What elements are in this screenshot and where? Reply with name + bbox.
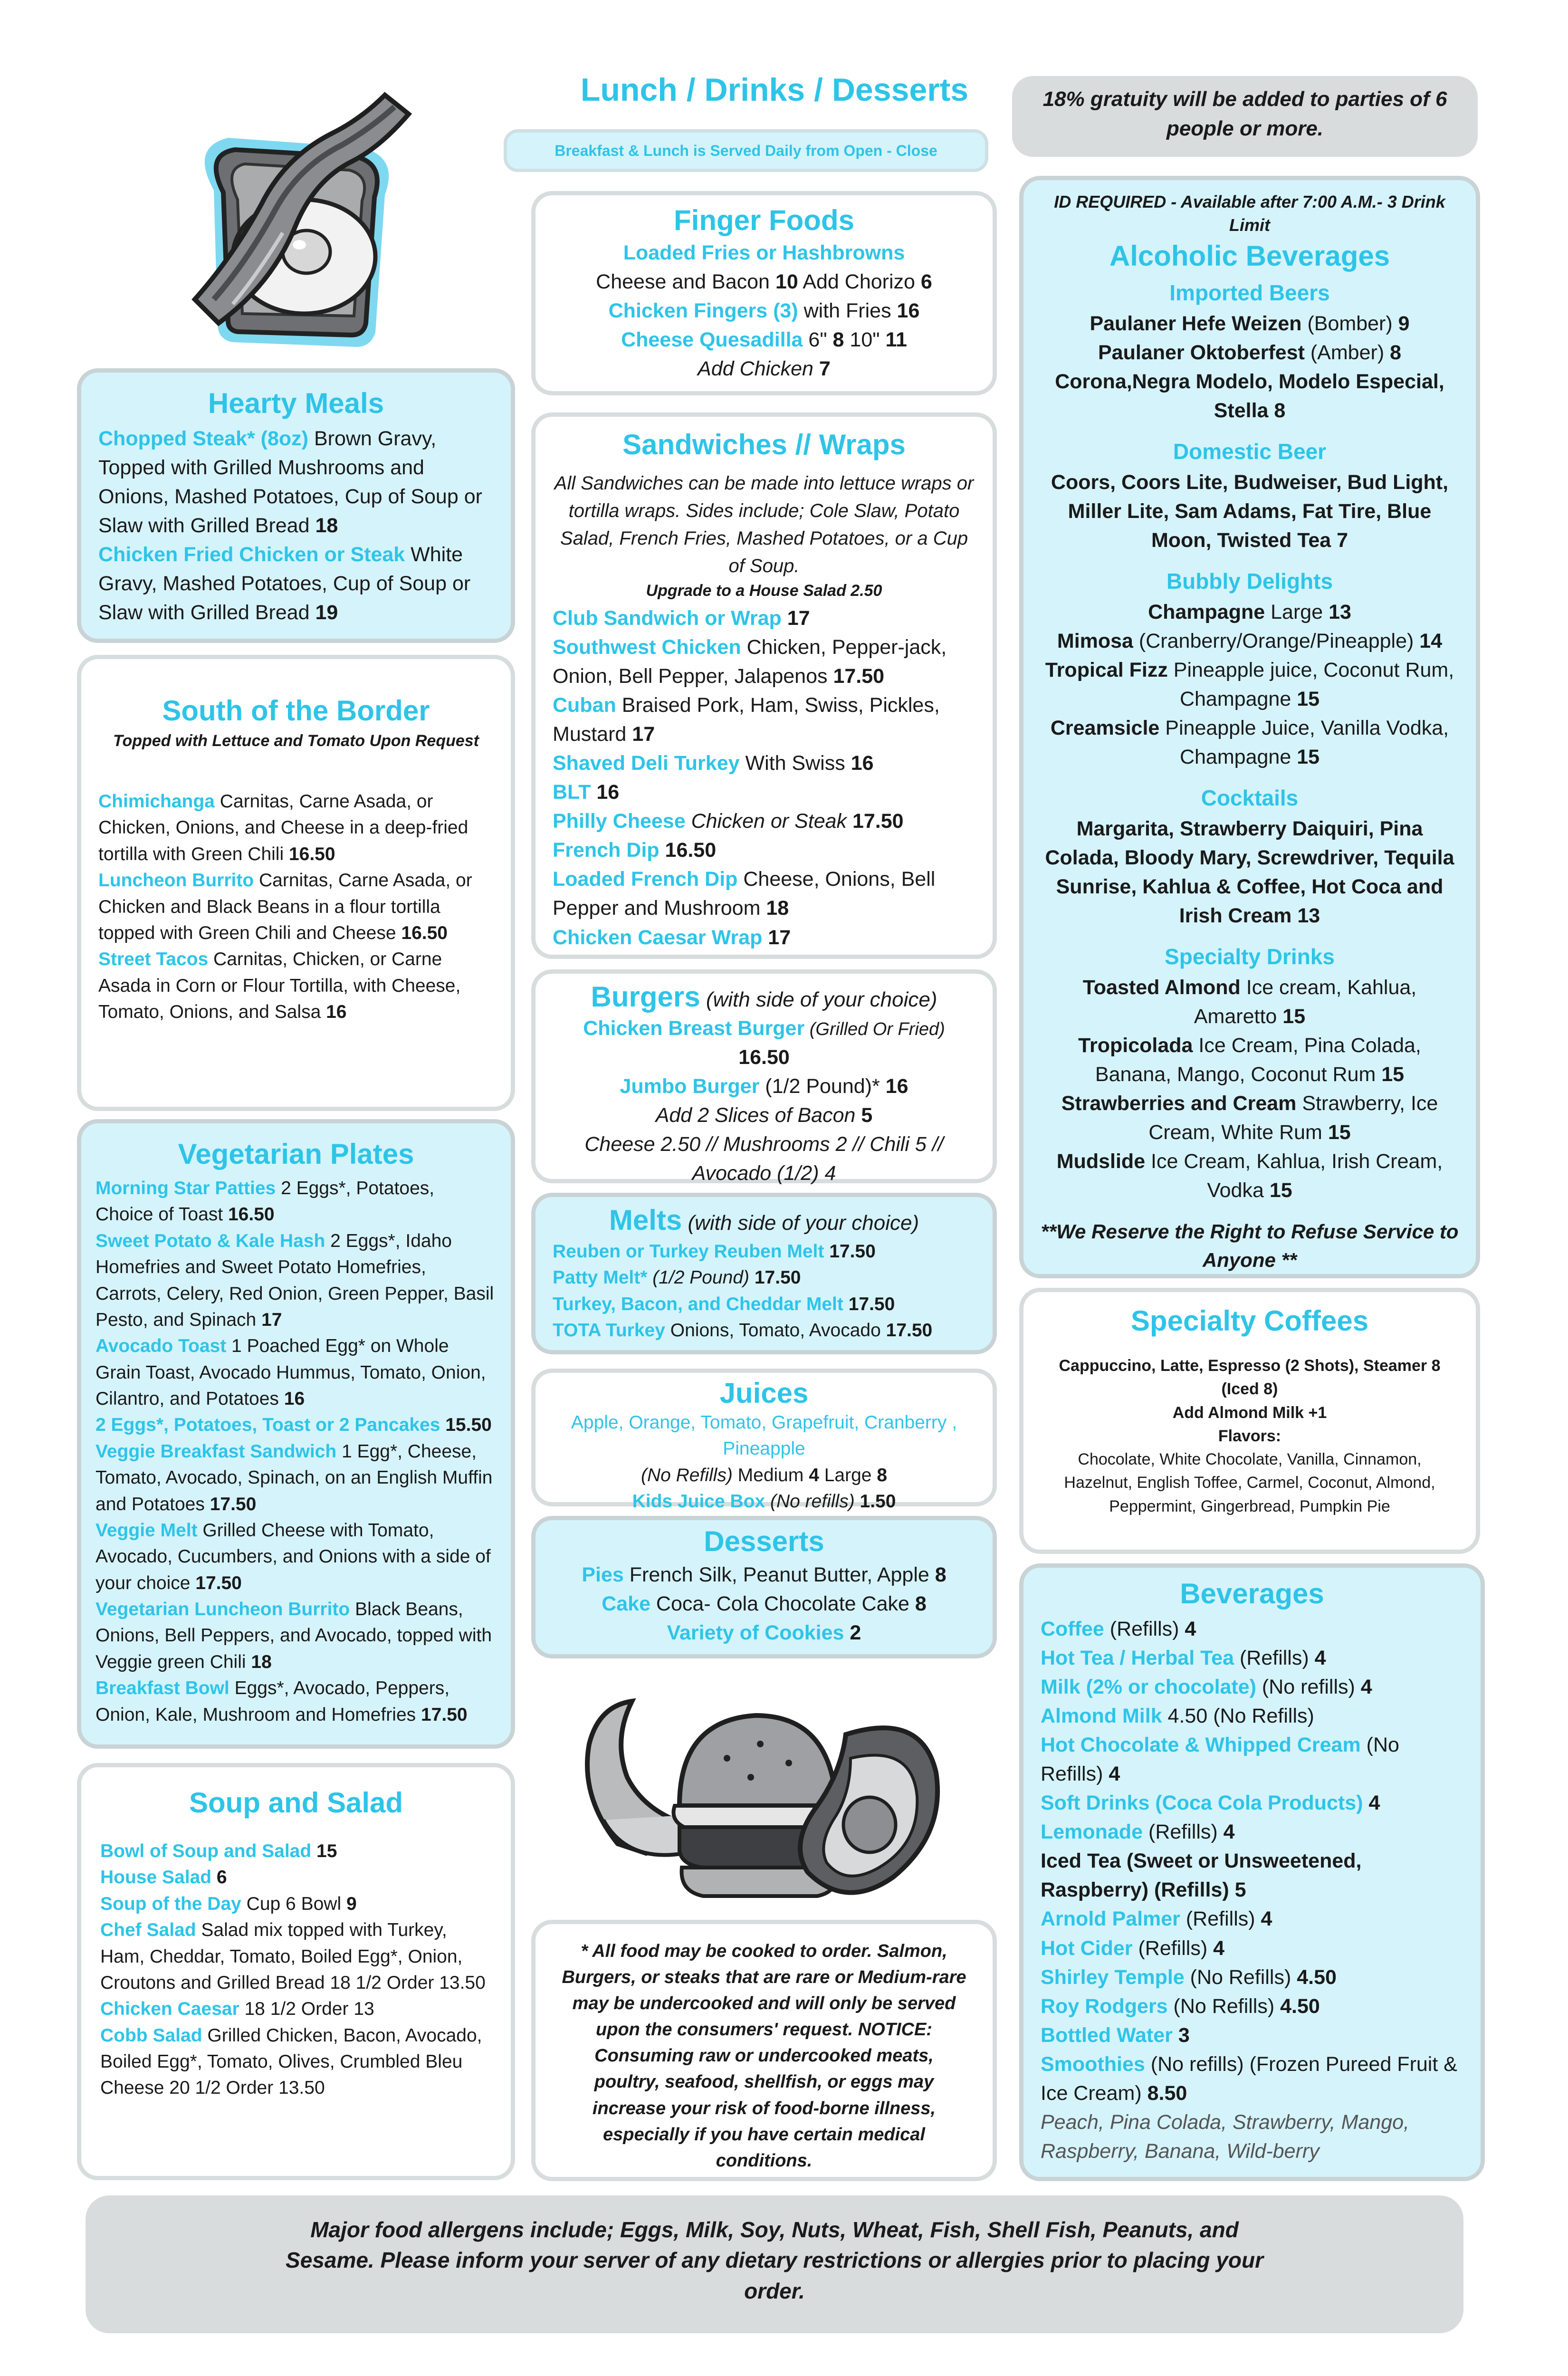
menu-item: Chicken Fingers (3) with Fries 16 (608, 299, 920, 323)
menu-item: Shaved Deli Turkey With Swiss 16 (553, 752, 874, 775)
menu-item: Shirley Temple (No Refills) 4.50 (1041, 1965, 1337, 1989)
almond-milk-addon: Add Almond Milk +1 (1172, 1403, 1327, 1422)
menu-item: Creamsicle Pineapple Juice, Vanilla Vodka, Champagne 15 (1050, 717, 1449, 769)
menu-item: Veggie Breakfast Sandwich 1 Egg*, Cheese, Tomato, Avocado, Spinach, on an English Muffin and Potatoes 17.50 (96, 1441, 493, 1514)
flavors-label: Flavors: (1218, 1427, 1281, 1445)
menu-item: Sweet Potato & Kale Hash 2 Eggs*, Idaho Homefries and Sweet Potato Homefries, Carrots, Celery, Red Onion, Green Pepper, Basil Pesto, and Spinach 17 (96, 1230, 494, 1330)
menu-item: Corona,Negra Modelo, Modelo Especial, Stella 8 (1055, 370, 1444, 422)
menu-item: Chimichanga Carnitas, Carne Asada, or Chicken, Onions, and Cheese in a deep-fried tortilla with Green Chili 16.50 (98, 791, 468, 864)
domestic-beer-title: Domestic Beer (1173, 439, 1327, 464)
menu-item: Southwest Chicken Chicken, Pepper-jack, Onion, Bell Pepper, Jalapenos 17.50 (553, 636, 947, 688)
upgrade-note: Upgrade to a House Salad 2.50 (646, 582, 882, 600)
menu-item: House Salad 6 (100, 1867, 227, 1888)
flavors-list: Chocolate, White Chocolate, Vanilla, Cinnamon, Hazelnut, English Toffee, Carmel, Coconut, Almond, Peppermint, Gingerbread, Pumpkin Pie (1064, 1450, 1435, 1515)
menu-item: Strawberries and Cream Strawberry, Ice Cream, White Rum 15 (1061, 1092, 1438, 1144)
menu-item: Arnold Palmer (Refills) 4 (1041, 1907, 1272, 1931)
juices-title: Juices (719, 1377, 809, 1409)
menu-item: Cobb Salad Grilled Chicken, Bacon, Avocado, Boiled Egg*, Tomato, Olives, Crumbled Bleu Cheese 20 1/2 Order 13.50 (100, 2025, 482, 2098)
juice-list: Apple, Orange, Tomato, Grapefruit, Cranberry , Pineapple (571, 1412, 957, 1459)
menu-item: Hot Tea / Herbal Tea (Refills) 4 (1041, 1647, 1326, 1670)
menu-item: Hot Chocolate & Whipped Cream (No Refills) 4 (1041, 1734, 1399, 1786)
desserts-panel (531, 1516, 997, 1658)
reserve-note: **We Reserve the Right to Refuse Service to Anyone ** (1041, 1220, 1459, 1271)
soup-salad-panel (77, 1763, 515, 2180)
menu-item: Turkey, Bacon, and Cheddar Melt 17.50 (553, 1293, 895, 1314)
menu-item: Milk (2% or chocolate) (No refills) 4 (1041, 1676, 1372, 1699)
menu-item: Cheese Quesadilla 6" 8 10" 11 (621, 328, 907, 352)
beverages-panel (1019, 1563, 1485, 2181)
menu-item: Tropicolada Ice Cream, Pina Colada, Banana, Mango, Coconut Rum 15 (1078, 1034, 1421, 1086)
served-banner: Breakfast & Lunch is Served Daily from Open - Close (504, 129, 988, 172)
menu-item: Chef Salad Salad mix topped with Turkey, Ham, Cheddar, Tomato, Boiled Egg*, Onion, Croutons and Grilled Bread 18 1/2 Order 13.50 (100, 1920, 486, 1993)
coffee-list: Cappuccino, Latte, Espresso (2 Shots), Steamer 8 (Iced 8) (1059, 1357, 1441, 1399)
menu-item: Cheese 2.50 // Mushrooms 2 // Chili 5 // Avocado (1/2) 4 (584, 1133, 944, 1185)
soup-salad-title: Soup and Salad (189, 1787, 403, 1819)
menu-item: Bowl of Soup and Salad 15 (100, 1841, 337, 1861)
menu-item: Hot Cider (Refills) 4 (1041, 1936, 1225, 1960)
cocktails-title: Cocktails (1201, 786, 1299, 811)
smoothie-flavors: Peach, Pina Colada, Strawberry, Mango, Raspberry, Banana, Wild-berry (1041, 2110, 1409, 2163)
menu-item: Veggie Melt Grilled Cheese with Tomato, Avocado, Cucumbers, and Onions with a side of your choice 17.50 (96, 1520, 491, 1593)
menu-item: Coffee (Refills) 4 (1041, 1618, 1196, 1640)
menu-item: Club Sandwich or Wrap 17 (553, 607, 810, 630)
menu-item: Luncheon Burrito Carnitas, Carne Asada, or Chicken and Black Beans in a flour tortilla topped with Green Chili and Cheese 16.50 (98, 870, 472, 943)
menu-item: French Dip 16.50 (553, 839, 717, 862)
menu-item: Avocado Toast 1 Poached Egg* on Whole Grain Toast, Avocado Hummus, Tomato, Onion, Cilantro, and Potatoes 16 (96, 1336, 486, 1409)
south-of-border-panel (77, 655, 515, 1111)
imported-beers-title: Imported Beers (1169, 280, 1330, 306)
melts-title: Melts (with side of your choice) (609, 1204, 919, 1236)
menu-item: Bottled Water 3 (1041, 2023, 1190, 2047)
menu-item: Cake Coca- Cola Chocolate Cake 8 (602, 1592, 927, 1616)
menu-item: Chopped Steak* (8oz) Brown Gravy, Topped with Grilled Mushrooms and Onions, Mashed Potatoes, Cup of Soup or Slaw with Grilled Bread 18 (98, 427, 482, 537)
juices-panel (531, 1369, 997, 1512)
menu-item: Patty Melt* (1/2 Pound) 17.50 (553, 1267, 801, 1288)
menu-item: Soup of the Day Cup 6 Bowl 9 (100, 1893, 357, 1914)
menu-item: Add 2 Slices of Bacon 5 (655, 1104, 873, 1127)
specialty-coffees-panel (1019, 1288, 1480, 1554)
sandwiches-wraps-panel (531, 412, 997, 959)
hearty-meals-panel (77, 368, 515, 643)
menu-item: Champagne Large 13 (1148, 600, 1351, 623)
menu-item: Coors, Coors Lite, Budweiser, Bud Light, Miller Lite, Sam Adams, Fat Tire, Blue Moon, Twisted Tea 7 (1051, 470, 1449, 552)
menu-item: Variety of Cookies 2 (667, 1621, 861, 1645)
menu-item: Add Chicken 7 (698, 357, 831, 381)
menu-item: Chicken Breast Burger (Grilled Or Fried) (583, 1017, 945, 1040)
menu-item: Reuben or Turkey Reuben Melt 17.50 (553, 1241, 876, 1262)
menu-item: Chicken Caesar Wrap 17 (553, 926, 791, 949)
menu-item: Vegetarian Luncheon Burrito Black Beans, Onions, Bell Peppers, and Avocado, topped with Veggie green Chili 18 (96, 1599, 492, 1672)
toast-egg-bacon-illustration (162, 76, 428, 356)
specialty-drinks-title: Specialty Drinks (1165, 944, 1335, 969)
sandwiches-note: All Sandwiches can be made into lettuce wraps or tortilla wraps. Sides include; Cole Slaw, Potato Salad, French Fries, Mashed Potatoes, or a Cup of Soup. (554, 473, 974, 576)
alcoholic-beverages-panel (1019, 176, 1480, 1278)
allergen-text: Major food allergens include; Eggs, Milk, Soy, Nuts, Wheat, Fish, Shell Fish, Peanuts, and Sesame. Please inform your server of any dietary restrictions or allergies prior to placing your order. (286, 2217, 1263, 2303)
menu-item: Street Tacos Carnitas, Chicken, or Carne Asada in Corn or Flour Tortilla, with Cheese, Tomato, Onions, and Salsa 16 (98, 949, 461, 1022)
specialty-coffees-title: Specialty Coffees (1130, 1305, 1369, 1337)
gratuity-notice: 18% gratuity will be added to parties of 6 people or more. (1012, 76, 1478, 157)
sandwiches-title: Sandwiches // Wraps (622, 429, 906, 460)
menu-item: Cuban Braised Pork, Ham, Swiss, Pickles, Mustard 17 (553, 694, 940, 746)
vegetarian-title: Vegetarian Plates (178, 1138, 414, 1170)
menu-item: Morning Star Patties 2 Eggs*, Potatoes, Choice of Toast 16.50 (96, 1178, 435, 1225)
menu-item: Pies French Silk, Peanut Butter, Apple 8 (582, 1563, 947, 1586)
menu-item: Breakfast Bowl Eggs*, Avocado, Peppers, Onion, Kale, Mushroom and Homefries 17.50 (96, 1678, 468, 1725)
food-safety-disclaimer (531, 1920, 997, 2181)
finger-foods-panel (531, 191, 997, 395)
menu-item: Paulaner Oktoberfest (Amber) 8 (1098, 341, 1402, 364)
allergen-notice (86, 2195, 1463, 2333)
burgers-title: Burgers (with side of your choice) (591, 981, 937, 1013)
menu-item: Mudslide Ice Cream, Kahlua, Irish Cream, Vodka 15 (1056, 1150, 1443, 1202)
menu-item: Tropical Fizz Pineapple juice, Coconut Rum, Champagne 15 (1045, 659, 1454, 711)
beverages-title: Beverages (1180, 1578, 1324, 1610)
id-required-note: ID REQUIRED - Available after 7:00 A.M.- 3 Drink Limit (1054, 192, 1445, 235)
menu-item: Iced Tea (Sweet or Unsweetened, Raspberry) (Refills) 5 (1041, 1849, 1362, 1902)
menu-item: Toasted Almond Ice cream, Kahlua, Amaretto 15 (1082, 976, 1417, 1028)
page-title: Lunch / Drinks / Desserts (580, 72, 969, 108)
menu-item: Roy Rodgers (No Refills) 4.50 (1041, 1994, 1320, 2018)
bubbly-title: Bubbly Delights (1166, 569, 1333, 594)
menu-item: TOTA Turkey Onions, Tomato, Avocado 17.50 (553, 1320, 933, 1341)
menu-item: Philly Cheese Chicken or Steak 17.50 (553, 810, 904, 833)
menu-item: Paulaner Hefe Weizen (Bomber) 9 (1090, 312, 1410, 335)
menu-item: Loaded French Dip Cheese, Onions, Bell Pepper and Mushroom 18 (553, 868, 936, 920)
menu-item: (No Refills) Medium 4 Large 8 (641, 1465, 888, 1485)
melts-panel (531, 1193, 997, 1354)
disclaimer-text: * All food may be cooked to order. Salmon, Burgers, or steaks that are rare or Medium-rare may be undercooked and will only be served upon the consumers' request. NOTICE: Consuming raw or undercooked meats, poultry, seafood, shellfish, or eggs may increase your risk of food-borne illness, especially if you have certain medical conditions. (562, 1941, 966, 2171)
menu-item: 2 Eggs*, Potatoes, Toast or 2 Pancakes 15.50 (96, 1415, 492, 1436)
menu-item: Jumbo Burger (1/2 Pound)* 16 (620, 1075, 908, 1098)
south-note: Topped with Lettuce and Tomato Upon Request (113, 732, 479, 750)
burger-avocado-illustration (561, 1663, 950, 1910)
menu-item: Kids Juice Box (No refills) 1.50 (632, 1491, 896, 1512)
menu-item: Loaded Fries or Hashbrowns (623, 241, 905, 264)
menu-item: Almond Milk 4.50 (No Refills) (1041, 1705, 1314, 1728)
menu-item: Chicken Fried Chicken or Steak White Gravy, Mashed Potatoes, Cup of Soup or Slaw with Grilled Bread 19 (98, 543, 471, 624)
desserts-title: Desserts (704, 1525, 824, 1557)
menu-item: Chicken Caesar 18 1/2 Order 13 (100, 1999, 374, 2020)
finger-foods-title: Finger Foods (674, 204, 854, 236)
south-title: South of the Border (162, 695, 430, 727)
menu-item: Margarita, Strawberry Daiquiri, Pina Colada, Bloody Mary, Screwdriver, Tequila Sunrise, Kahlua & Coffee, Hot Coca and Irish Cream 13 (1045, 817, 1454, 928)
burgers-panel (531, 969, 997, 1183)
hearty-meals-title: Hearty Meals (208, 387, 384, 419)
menu-item: Mimosa (Cranberry/Orange/Pineapple) 14 (1057, 629, 1443, 652)
menu-item: Lemonade (Refills) 4 (1041, 1820, 1235, 1844)
menu-item: Smoothies (No refills) (Frozen Pureed Fruit & Ice Cream) 8.50 (1041, 2052, 1457, 2105)
menu-item: BLT 16 (553, 781, 620, 804)
menu-item: Soft Drinks (Coca Cola Products) 4 (1041, 1792, 1380, 1815)
vegetarian-plates-panel (77, 1119, 515, 1749)
menu-item: 16.50 (738, 1046, 790, 1069)
alcoholic-title: Alcoholic Beverages (1109, 240, 1390, 272)
menu-item: Cheese and Bacon 10 Add Chorizo 6 (596, 270, 932, 294)
